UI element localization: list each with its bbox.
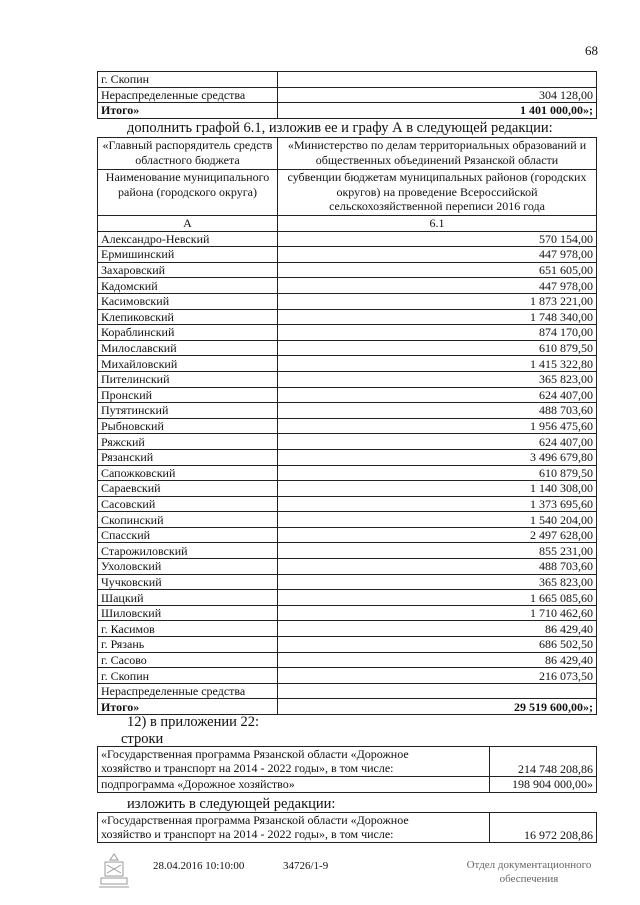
row-value [278, 72, 597, 88]
district-name: Нераспределенные средства [98, 683, 278, 699]
district-name: Старожиловский [98, 543, 278, 559]
district-value: 447 978,00 [278, 278, 597, 294]
district-name: Путятинский [98, 403, 278, 419]
main-rows [98, 231, 597, 699]
new-rows-table [97, 812, 597, 843]
old-rows-table [97, 746, 597, 793]
district-name: Чучковский [98, 574, 278, 590]
table-row [98, 527, 597, 543]
table-row [98, 621, 597, 637]
row-name: г. Скопин [98, 72, 278, 88]
table-row [98, 605, 597, 621]
table-row [98, 481, 597, 497]
table-row [98, 434, 597, 450]
district-name: Ухоловский [98, 559, 278, 575]
table-row [98, 231, 597, 247]
district-value: 1 140 308,00 [278, 481, 597, 497]
header-admin: «Главный распорядитель средств областного бюджета [98, 138, 278, 170]
district-name: Пронский [98, 387, 278, 403]
district-value: 365 823,00 [278, 371, 597, 387]
district-name: Шиловский [98, 605, 278, 621]
district-value: 488 703,60 [278, 403, 597, 419]
table-row [98, 325, 597, 341]
table-row [98, 512, 597, 528]
district-value: 1 665 085,60 [278, 590, 597, 606]
table-row [98, 293, 597, 309]
col-61-label: 6.1 [278, 216, 597, 232]
district-value: 1 748 340,00 [278, 309, 597, 325]
coat-of-arms-icon [97, 852, 131, 890]
district-name: Кадомский [98, 278, 278, 294]
table-row [98, 777, 597, 793]
program-line: «Государственная программа Рязанской области «Дорожное [101, 813, 409, 827]
table-row [98, 813, 597, 843]
item-12: 12) в приложении 22: [127, 714, 260, 730]
district-value: 1 373 695,60 [278, 496, 597, 512]
total-label: Итого» [98, 699, 278, 715]
district-value: 1 415 322,80 [278, 356, 597, 372]
district-name: Спасский [98, 527, 278, 543]
table-row [98, 371, 597, 387]
table-row [98, 574, 597, 590]
top-table [97, 71, 597, 119]
district-name: Александро-Невский [98, 231, 278, 247]
table-row [98, 418, 597, 434]
program-value: 214 748 208,86 [490, 747, 597, 777]
subprogram-name: подпрограмма «Дорожное хозяйство» [98, 777, 490, 793]
district-name: Пителинский [98, 371, 278, 387]
district-name: Кораблинский [98, 325, 278, 341]
table-row [98, 652, 597, 668]
district-value: 610 879,50 [278, 340, 597, 356]
footer-doc-number: 34726/1-9 [283, 860, 329, 872]
district-value: 570 154,00 [278, 231, 597, 247]
district-value: 610 879,50 [278, 465, 597, 481]
table-row [98, 278, 597, 294]
district-name: Клепиковский [98, 309, 278, 325]
table-row [98, 465, 597, 481]
dept-line: Отдел документационного [466, 859, 592, 871]
district-value: 1 540 204,00 [278, 512, 597, 528]
district-value: 624 407,00 [278, 434, 597, 450]
district-name: Захаровский [98, 262, 278, 278]
district-value: 365 823,00 [278, 574, 597, 590]
district-value: 2 497 628,00 [278, 527, 597, 543]
row-value: 304 128,00 [278, 87, 597, 103]
district-value: 651 605,00 [278, 262, 597, 278]
table-row [98, 747, 597, 777]
district-name: Касимовский [98, 293, 278, 309]
district-value: 216 073,50 [278, 668, 597, 684]
rows-label: строки [121, 731, 164, 747]
header-row [98, 138, 597, 170]
district-value: 1 956 475,60 [278, 418, 597, 434]
district-value: 3 496 679,80 [278, 449, 597, 465]
district-value: 1 873 221,00 [278, 293, 597, 309]
footer-department [444, 858, 614, 886]
district-name: г. Рязань [98, 637, 278, 653]
row-name: Нераспределенные средства [98, 87, 278, 103]
district-value: 447 978,00 [278, 247, 597, 263]
program-line: хозяйство и транспорт на 2014 - 2022 годы», в том числе: [101, 761, 394, 775]
table-row [98, 356, 597, 372]
col-a-label: А [98, 216, 278, 232]
district-name: г. Касимов [98, 621, 278, 637]
header-district-name: Наименование муниципального района (городского округа) [98, 170, 278, 216]
table-row [98, 387, 597, 403]
district-value: 686 502,50 [278, 637, 597, 653]
district-name: Рыбновский [98, 418, 278, 434]
district-name: Рязанский [98, 449, 278, 465]
header-subvention: субвенции бюджетам муниципальных районов (городских округов) на проведение Всероссийской сельскохозяйственной переписи 2016 года [278, 170, 597, 216]
district-name: Михайловский [98, 356, 278, 372]
district-name: Ряжский [98, 434, 278, 450]
district-value: 874 170,00 [278, 325, 597, 341]
table-row [98, 87, 597, 103]
table-row [98, 637, 597, 653]
program-name [98, 747, 490, 777]
table-row [98, 72, 597, 88]
table-row [98, 683, 597, 699]
district-value: 488 703,60 [278, 559, 597, 575]
program-line: «Государственная программа Рязанской области «Дорожное [101, 747, 409, 761]
total-row [98, 103, 597, 119]
district-name: Скопинский [98, 512, 278, 528]
table-row [98, 449, 597, 465]
subprogram-value: 198 904 000,00» [490, 777, 597, 793]
column-index-row [98, 216, 597, 232]
table-row [98, 247, 597, 263]
district-value: 855 231,00 [278, 543, 597, 559]
district-value: 86 429,40 [278, 652, 597, 668]
total-value: 1 401 000,00»; [278, 103, 597, 119]
district-name: Шацкий [98, 590, 278, 606]
table-row [98, 559, 597, 575]
main-table [97, 137, 597, 715]
district-name: Ермишинский [98, 247, 278, 263]
header-ministry: «Министерство по делам территориальных образований и общественных объединений Рязанской области [278, 138, 597, 170]
district-value: 624 407,00 [278, 387, 597, 403]
district-name: Сараевский [98, 481, 278, 497]
district-name: Сапожковский [98, 465, 278, 481]
district-name: Милославский [98, 340, 278, 356]
page-number: 68 [585, 43, 598, 58]
table-row [98, 403, 597, 419]
table-row [98, 590, 597, 606]
total-row [98, 699, 597, 715]
district-name: Сасовский [98, 496, 278, 512]
table-row [98, 262, 597, 278]
table-row [98, 340, 597, 356]
total-value: 29 519 600,00»; [278, 699, 597, 715]
program-value: 16 972 208,86 [490, 813, 597, 843]
total-label: Итого» [98, 103, 278, 119]
district-name: г. Скопин [98, 668, 278, 684]
table-row [98, 496, 597, 512]
program-name [98, 813, 490, 843]
instruction-restate: изложить в следующей редакции: [127, 796, 336, 812]
district-value: 1 710 462,60 [278, 605, 597, 621]
footer-datetime: 28.04.2016 10:10:00 [153, 860, 245, 872]
table-row [98, 309, 597, 325]
table-row [98, 668, 597, 684]
district-name: г. Сасово [98, 652, 278, 668]
dept-line: обеспечения [499, 873, 559, 885]
table-row [98, 543, 597, 559]
program-line: хозяйство и транспорт на 2014 - 2022 годы», в том числе: [101, 827, 394, 841]
instruction-add-column: дополнить графой 6.1, изложив ее и графу А в следующей редакции: [127, 120, 553, 136]
header-row [98, 170, 597, 216]
district-value [278, 683, 597, 699]
district-value: 86 429,40 [278, 621, 597, 637]
